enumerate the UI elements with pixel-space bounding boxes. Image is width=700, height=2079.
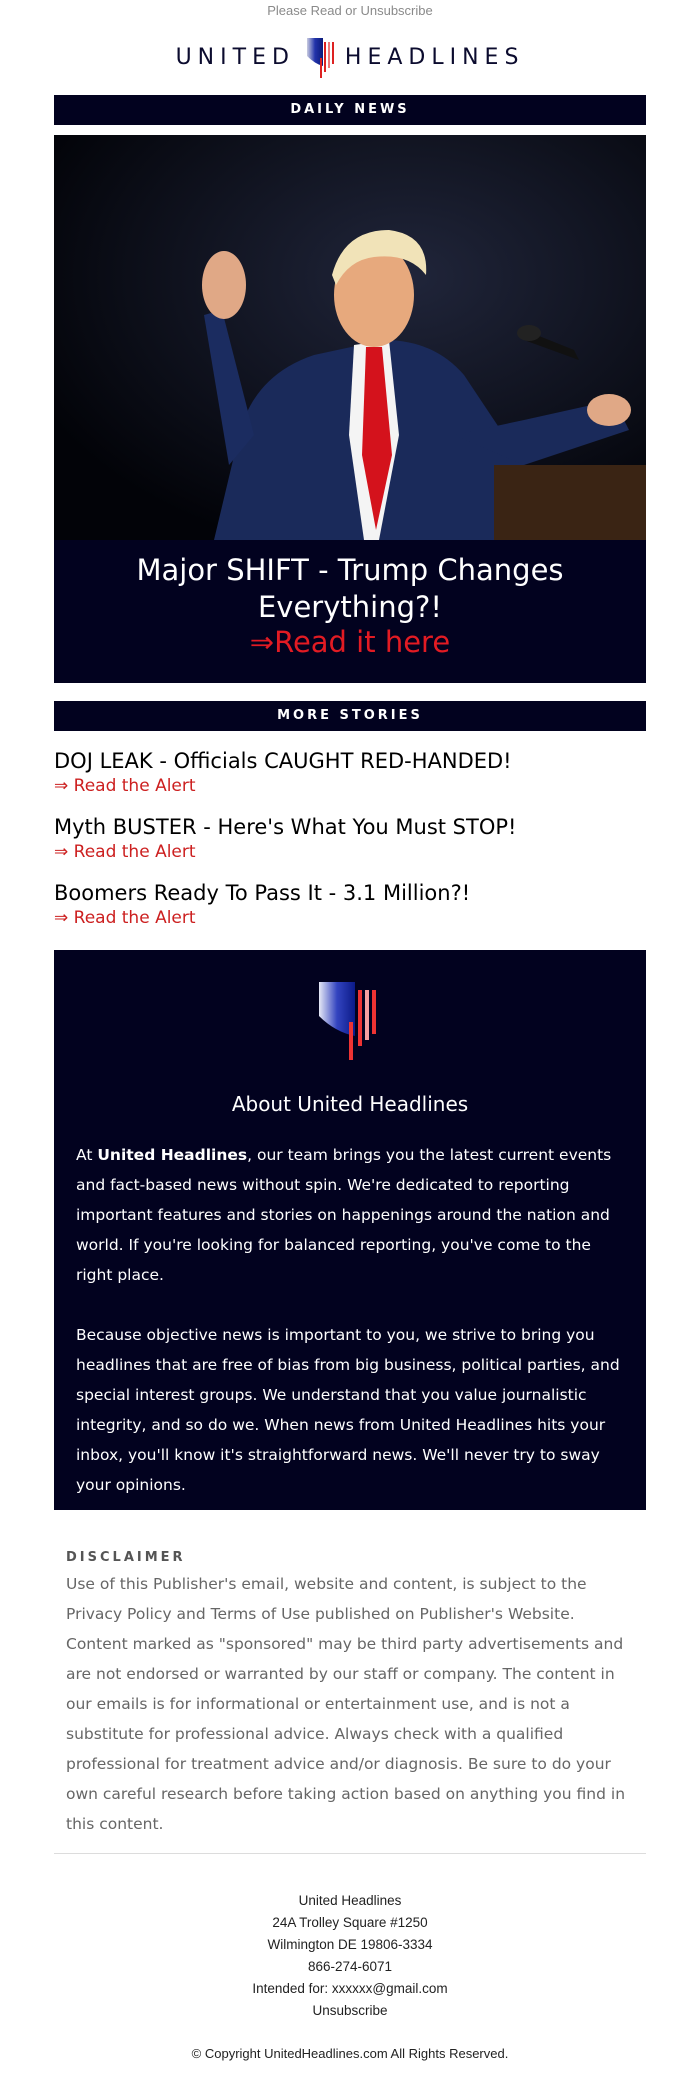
disclaimer-text: Use of this Publisher's email, website and content, is subject to the Privacy Policy and Terms of Use published on Publisher's Website. Content marked as "sponsored" may be third party advertisements and are not endorsed or warranted by our staff or company. The content in our emails is for informational or entertainment use, and is not a substitute for professional advice. Always check with a qualified professional for treatment advice and/or diagnosis. Be sure to do your own careful research before taking action based on anything you find in this content.	[66, 1575, 626, 1833]
shield-logo-icon	[315, 978, 385, 1062]
story-read-link[interactable]: ⇒ Read the Alert	[54, 908, 196, 928]
story-item	[54, 879, 646, 929]
about-p1-rest: , our team brings you the latest current events and fact-based news without spin. We're dedicated to reporting important features and stories on happenings around the nation and world. If you're looking for balanced reporting, you've come to the right place.	[76, 1146, 612, 1284]
story-item	[54, 747, 646, 797]
footer-phone: 866-274-6071	[307, 1959, 393, 1974]
footer-company: United Headlines	[298, 1893, 402, 1908]
story-headline[interactable]: Boomers Ready To Pass It - 3.1 Million?!	[54, 881, 471, 905]
copyright: © Copyright UnitedHeadlines.com All Rights Reserved.	[191, 2046, 509, 2061]
preheader-link[interactable]: Please Read or Unsubscribe	[267, 3, 433, 18]
about-p1-prefix: At	[76, 1146, 98, 1164]
section-bar-daily-news: DAILY NEWS	[54, 95, 646, 125]
hero-photo-illustration	[54, 135, 646, 540]
about-title: About United Headlines	[231, 1092, 469, 1116]
brand-logo[interactable]	[0, 20, 700, 95]
hero-read-link[interactable]: ⇒Read it here	[249, 625, 451, 659]
logo-word-right: HEADLINES	[344, 45, 525, 70]
story-read-link[interactable]: ⇒ Read the Alert	[54, 842, 196, 862]
story-headline[interactable]: Myth BUSTER - Here's What You Must STOP!	[54, 815, 517, 839]
disclaimer-title: DISCLAIMER	[66, 1550, 186, 1565]
footer-intended-for: Intended for: xxxxxx@gmail.com	[252, 1981, 448, 1996]
hero-card[interactable]	[54, 135, 646, 683]
preheader	[0, 0, 700, 20]
unsubscribe-link[interactable]: Unsubscribe	[312, 2003, 388, 2018]
story-headline[interactable]: DOJ LEAK - Officials CAUGHT RED-HANDED!	[54, 749, 512, 773]
about-paragraph-2: Because objective news is important to you, we strive to bring you headlines that are free of bias from big business, political parties, and special interest groups. We understand that you value journalistic integrity, and so do we. When news from United Headlines hits your inbox, you'll know it's straightforward news. We'll never try to sway your opinions.	[76, 1326, 620, 1494]
story-read-link[interactable]: ⇒ Read the Alert	[54, 776, 196, 796]
about-section	[54, 950, 646, 1510]
logo-word-left: UNITED	[175, 45, 295, 70]
about-brand-name: United Headlines	[97, 1146, 248, 1164]
shield-logo-icon	[305, 36, 335, 80]
section-bar-more-stories: MORE STORIES	[54, 701, 646, 731]
story-item	[54, 813, 646, 863]
hero-caption	[54, 540, 646, 659]
disclaimer-section	[54, 1510, 646, 1854]
hero-headline[interactable]: Major SHIFT - Trump Changes Everything?!	[136, 553, 564, 624]
footer-address-line-2: Wilmington DE 19806-3334	[267, 1937, 433, 1952]
main-container	[54, 95, 646, 2061]
hero-image[interactable]	[54, 135, 646, 540]
footer	[54, 1854, 646, 2022]
footer-address-line-1: 24A Trolley Square #1250	[272, 1915, 428, 1930]
about-paragraph-1	[76, 1140, 624, 1290]
